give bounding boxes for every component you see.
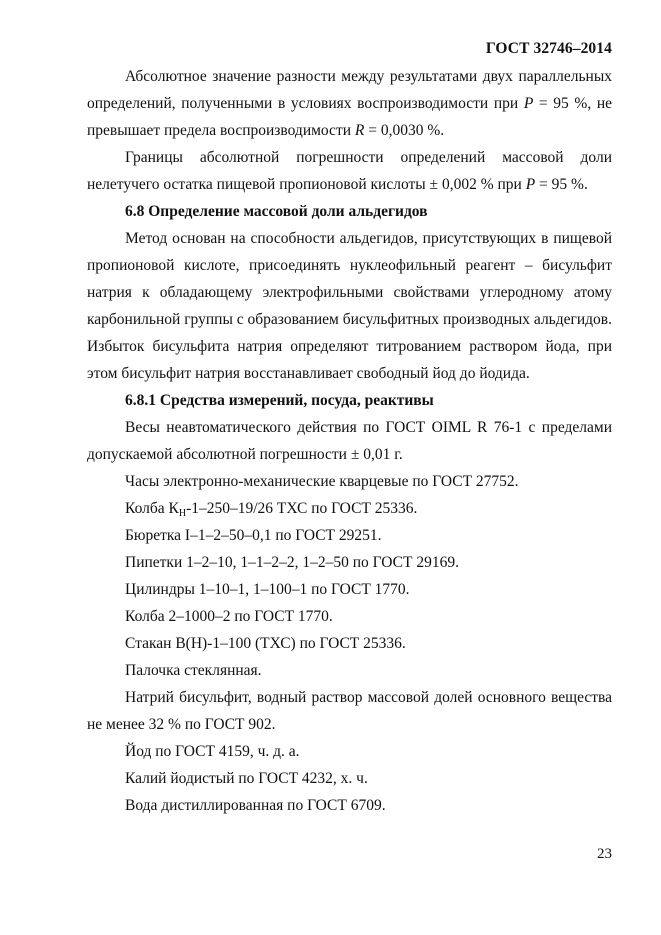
distilled-water-item: Вода дистиллированная по ГОСТ 6709.: [125, 797, 386, 814]
text-fragment: Колба К: [125, 500, 179, 517]
subscript: Н: [178, 508, 187, 519]
method-paragraph: Метод основан на способности альдегидов, присутствующих в пищевой пропионовой кислоте, присоединять нуклеофильный реагент – бисульфит натрия к обладающему электрофильными свойствами углеродному атому карбонильной группы с образованием бисульфитных производных альдегидов. Избыток бисульфита натрия определяют титрованием раствором йода, при этом бисульфит натрия восстанавливает свободный йод до йодида.: [87, 230, 612, 382]
text-fragment: -1–250–19/26 ТХС по ГОСТ 25336.: [186, 500, 418, 517]
text-fragment: Границы абсолютной погрешности определений массовой доли нелетучего остатка пищевой пропионовой кислоты ± 0,002 % при: [87, 149, 612, 193]
burette-item: Бюретка I–1–2–50–0,1 по ГОСТ 29251.: [125, 527, 382, 544]
text-fragment: = 95 %.: [535, 176, 588, 193]
clock-item: Часы электронно-механические кварцевые по ГОСТ 27752.: [125, 473, 519, 490]
flask-kn-item: [87, 495, 612, 522]
page-content: [87, 63, 612, 819]
probability-variable: P: [525, 176, 536, 193]
section-heading-6-8-1: 6.8.1 Средства измерений, посуда, реактивы: [125, 392, 434, 409]
text-fragment: = 0,0030 %.: [364, 122, 445, 139]
flask-2-item: Колба 2–1000–2 по ГОСТ 1770.: [125, 608, 333, 625]
section-heading-6-8: 6.8 Определение массовой доли альдегидов: [125, 203, 428, 220]
scales-item: Весы неавтоматического действия по ГОСТ OIML R 76-1 с пределами допускаемой абсолютной погрешности ± 0,01 г.: [87, 419, 612, 463]
document-id-header: ГОСТ 32746–2014: [485, 40, 612, 57]
cylinders-item: Цилиндры 1–10–1, 1–100–1 по ГОСТ 1770.: [125, 581, 410, 598]
sodium-bisulfite-item: Натрий бисульфит, водный раствор массовой долей основного вещества не менее 32 % по ГОСТ 902.: [87, 689, 612, 733]
probability-variable: P: [523, 95, 534, 112]
beaker-item: Стакан В(Н)-1–100 (ТХС) по ГОСТ 25336.: [125, 635, 406, 652]
text-fragment: = 95 %, не превышает предела воспроизводимости: [87, 95, 613, 139]
page-number: 23: [597, 846, 612, 862]
potassium-iodide-item: Калий йодистый по ГОСТ 4232, х. ч.: [125, 770, 368, 787]
iodine-item: Йод по ГОСТ 4159, ч. д. а.: [125, 743, 300, 760]
reproducibility-variable: R: [354, 122, 365, 139]
reproducibility-paragraph: [87, 63, 612, 144]
pipettes-item: Пипетки 1–2–10, 1–1–2–2, 1–2–50 по ГОСТ 29169.: [125, 554, 459, 571]
text-fragment: Абсолютное значение разности между результатами двух параллельных определений, полученными в условиях воспроизводимости при: [87, 68, 612, 112]
glass-rod-item: Палочка стеклянная.: [125, 662, 262, 679]
error-bounds-paragraph: [87, 144, 612, 198]
